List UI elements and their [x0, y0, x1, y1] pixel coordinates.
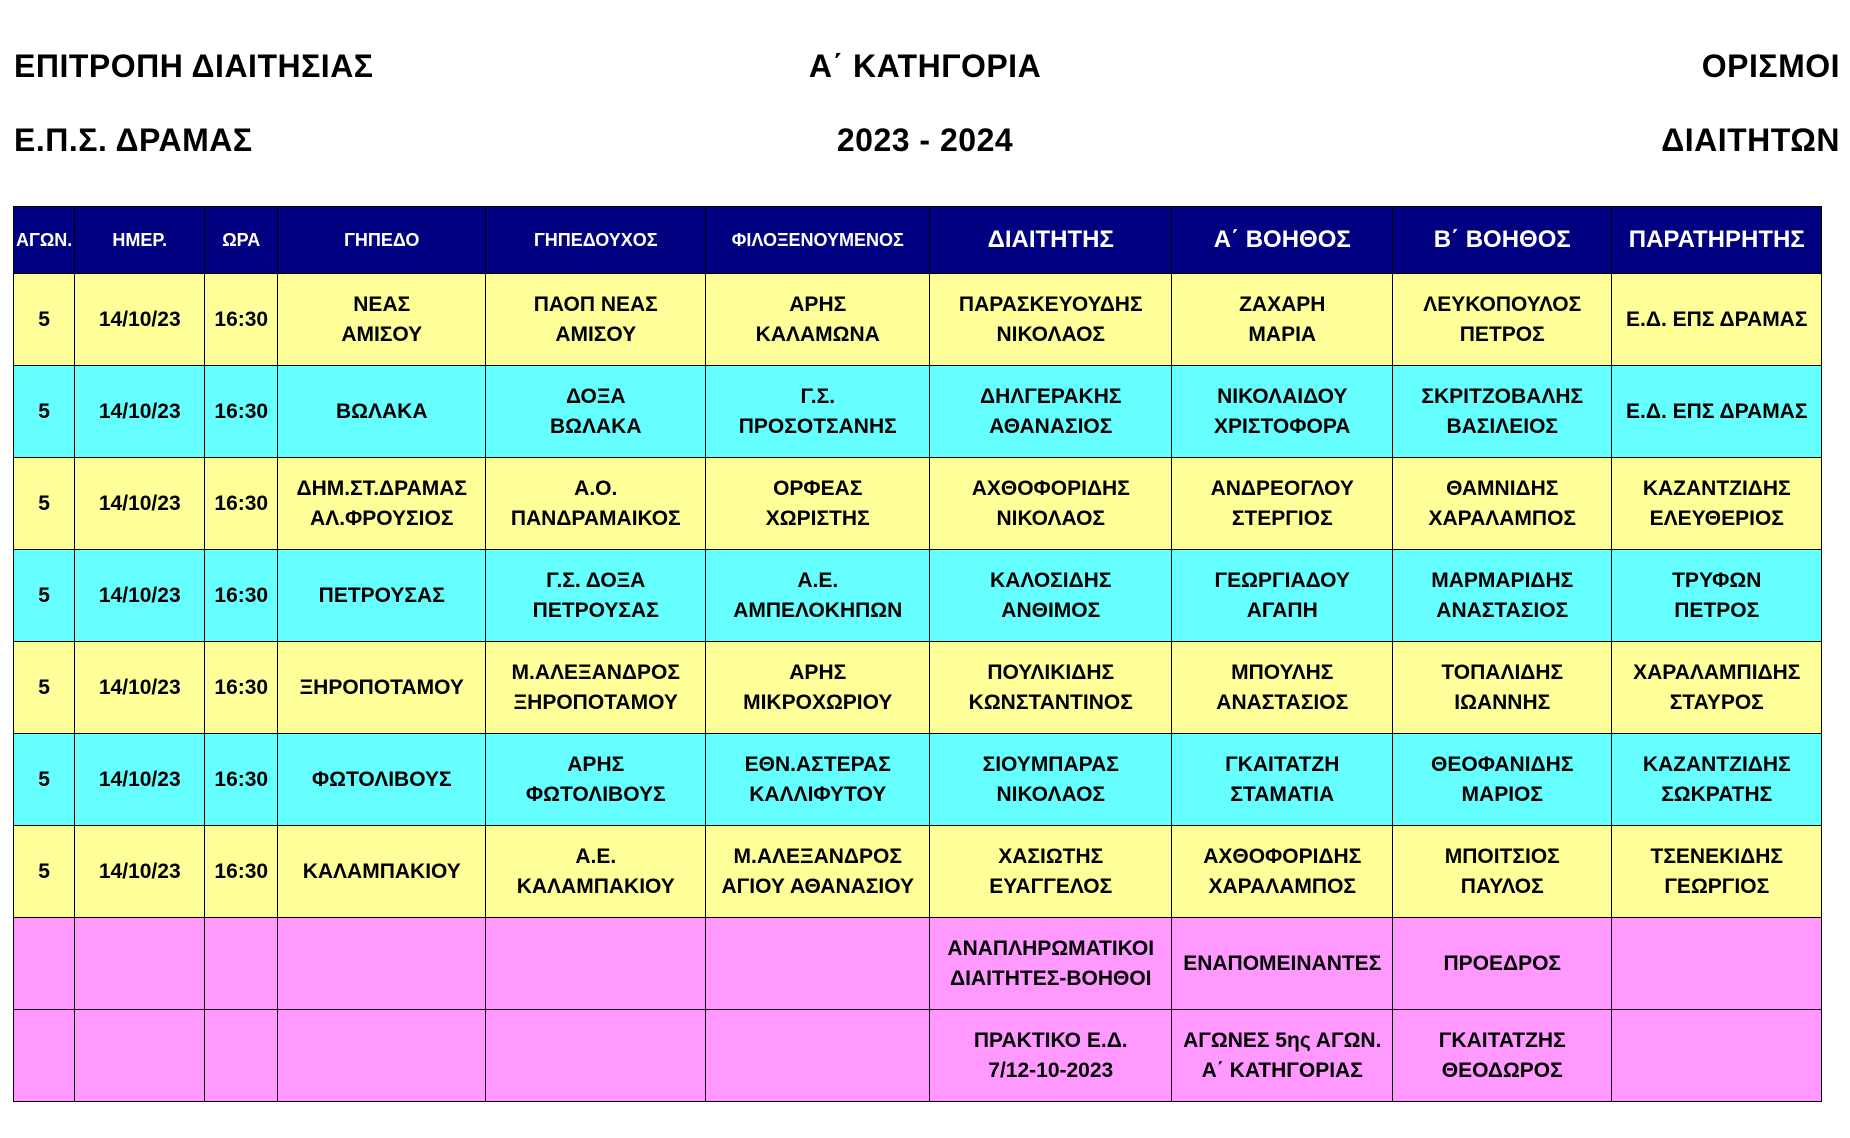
- referee-cell: [930, 918, 1172, 1010]
- col-header-stadium: ΓΗΠΕΔΟ: [278, 207, 486, 274]
- cell-line: ΠΑΡΑΣΚΕΥΟΥΔΗΣ: [958, 292, 1143, 316]
- cell-line: ΠΑΥΛΟΣ: [1460, 874, 1544, 898]
- stadium-cell: [278, 918, 486, 1010]
- stadium-cell: [278, 734, 486, 826]
- table-row: [14, 550, 1822, 642]
- table-row: [14, 826, 1822, 918]
- cell-line: ΑΓΑΠΗ: [1246, 598, 1318, 622]
- footer-row: [14, 1010, 1822, 1102]
- observer-cell: [1612, 550, 1822, 642]
- observer-cell: [1612, 274, 1822, 366]
- cell-line: ΚΑΖΑΝΤΖΙΔΗΣ: [1642, 752, 1791, 776]
- assistant-2-cell: [1393, 918, 1612, 1010]
- home-team-cell: [486, 734, 706, 826]
- cell-line: ΑΡΗΣ: [567, 752, 625, 776]
- federation-title: Ε.Π.Σ. ΔΡΑΜΑΣ: [14, 122, 253, 158]
- cell-line: ΕΛΕΥΘΕΡΙΟΣ: [1649, 506, 1784, 530]
- referees-title: ΔΙΑΙΤΗΤΩΝ: [1661, 122, 1840, 158]
- cell-line: ΑΝΔΡΕΟΓΛΟΥ: [1210, 476, 1354, 500]
- cell-line: Μ.ΑΛΕΞΑΝΔΡΟΣ: [511, 660, 680, 684]
- away-team-cell: [706, 1010, 930, 1102]
- cell-line: ΘΕΟΦΑΝΙΔΗΣ: [1431, 752, 1574, 776]
- assistant-2-cell: [1393, 642, 1612, 734]
- date-cell: 14/10/23: [75, 734, 205, 826]
- cell-line: ΔΙΑΙΤΗΤΕΣ-ΒΟΗΘΟΙ: [949, 966, 1152, 990]
- assistant-2-cell: [1393, 458, 1612, 550]
- cell-line: ΣΤΑΜΑΤΙΑ: [1230, 782, 1335, 806]
- cell-line: ΘΑΜΝΙΔΗΣ: [1446, 476, 1559, 500]
- cell-line: ΧΑΡΑΛΑΜΠΟΣ: [1208, 874, 1357, 898]
- cell-line: ΕΝΑΠΟΜΕΙΝΑΝΤΕΣ: [1183, 951, 1382, 975]
- cell-line: ΤΣΕΝΕΚΙΔΗΣ: [1650, 844, 1783, 868]
- cell-line: ΤΡΥΦΩΝ: [1672, 568, 1762, 592]
- cell-line: ΦΩΤΟΛΙΒΟΥΣ: [525, 782, 666, 806]
- cell-line: Γ.Σ.: [800, 384, 836, 408]
- cell-line: ΠΟΥΛΙΚΙΔΗΣ: [987, 660, 1115, 684]
- table-row: [14, 366, 1822, 458]
- cell-line: Α.Ε.: [575, 844, 617, 868]
- cell-line: ΜΠΟΙΤΣΙΟΣ: [1444, 844, 1560, 868]
- cell-line: ΧΑΣΙΩΤΗΣ: [998, 844, 1104, 868]
- assistant-1-cell: [1172, 366, 1393, 458]
- time-cell: 16:30: [205, 550, 278, 642]
- referee-cell: [930, 826, 1172, 918]
- cell-line: ΕΥΑΓΓΕΛΟΣ: [989, 874, 1113, 898]
- cell-line: ΝΙΚΟΛΑΟΣ: [996, 782, 1106, 806]
- assistant-1-cell: [1172, 918, 1393, 1010]
- referee-cell: [930, 642, 1172, 734]
- cell-line: ΜΑΡΙΑ: [1248, 322, 1317, 346]
- assistant-1-cell: [1172, 458, 1393, 550]
- cell-line: ΠΕΤΡΟΣ: [1674, 598, 1760, 622]
- cell-line: ΣΚΡΙΤΖΟΒΑΛΗΣ: [1421, 384, 1584, 408]
- cell-line: Ε.Δ. ΕΠΣ ΔΡΑΜΑΣ: [1626, 307, 1808, 331]
- cell-line: ΑΓΙΟΥ ΑΘΑΝΑΣΙΟΥ: [721, 874, 914, 898]
- stadium-cell: [278, 826, 486, 918]
- home-team-cell: [486, 918, 706, 1010]
- cell-line: ΚΑΛΟΣΙΔΗΣ: [990, 568, 1112, 592]
- cell-line: ΧΑΡΑΛΑΜΠΟΣ: [1428, 506, 1577, 530]
- observer-cell: [1612, 1010, 1822, 1102]
- time-cell: 16:30: [205, 366, 278, 458]
- cell-line: ΚΑΛΑΜΠΑΚΙΟΥ: [516, 874, 675, 898]
- cell-line: ΑΝΑΣΤΑΣΙΟΣ: [1216, 690, 1349, 714]
- cell-line: ΕΘΝ.ΑΣΤΕΡΑΣ: [744, 752, 891, 776]
- stadium-cell: [278, 642, 486, 734]
- assistant-1-cell: [1172, 826, 1393, 918]
- time-cell: [205, 918, 278, 1010]
- cell-line: ΒΑΣΙΛΕΙΟΣ: [1446, 414, 1559, 438]
- cell-line: ΔΗΜ.ΣΤ.ΔΡΑΜΑΣ: [296, 476, 467, 500]
- observer-cell: [1612, 458, 1822, 550]
- round-cell: 5: [14, 274, 75, 366]
- cell-line: ΝΙΚΟΛΑΟΣ: [996, 506, 1106, 530]
- cell-line: ΞΗΡΟΠΟΤΑΜΟΥ: [513, 690, 678, 714]
- cell-line: ΑΝΑΠΛΗΡΩΜΑΤΙΚΟΙ: [947, 936, 1155, 960]
- round-cell: 5: [14, 458, 75, 550]
- cell-line: ΚΑΛΑΜΠΑΚΙΟΥ: [302, 859, 461, 883]
- home-team-cell: [486, 550, 706, 642]
- cell-line: ΚΑΛΑΜΩΝΑ: [755, 322, 880, 346]
- date-cell: 14/10/23: [75, 274, 205, 366]
- away-team-cell: [706, 550, 930, 642]
- home-team-cell: [486, 642, 706, 734]
- date-cell: 14/10/23: [75, 458, 205, 550]
- cell-line: ΦΩΤΟΛΙΒΟΥΣ: [311, 767, 452, 791]
- committee-title: ΕΠΙΤΡΟΠΗ ΔΙΑΙΤΗΣΙΑΣ: [14, 48, 374, 84]
- time-cell: 16:30: [205, 734, 278, 826]
- table-row: [14, 642, 1822, 734]
- cell-line: ΤΟΠΑΛΙΔΗΣ: [1441, 660, 1564, 684]
- cell-line: Γ.Σ. ΔΟΞΑ: [546, 568, 646, 592]
- col-header-away-team: ΦΙΛΟΞΕΝΟΥΜΕΝΟΣ: [706, 207, 930, 274]
- cell-line: Α.Ε.: [797, 568, 839, 592]
- date-cell: 14/10/23: [75, 642, 205, 734]
- assistant-2-cell: [1393, 734, 1612, 826]
- assistant-1-cell: [1172, 642, 1393, 734]
- date-cell: [75, 1010, 205, 1102]
- cell-line: ΝΙΚΟΛΑΟΣ: [996, 322, 1106, 346]
- cell-line: ΑΡΗΣ: [789, 292, 847, 316]
- assistant-1-cell: [1172, 274, 1393, 366]
- cell-line: ΜΙΚΡΟΧΩΡΙΟΥ: [743, 690, 893, 714]
- observer-cell: [1612, 734, 1822, 826]
- referee-cell: [930, 1010, 1172, 1102]
- observer-cell: [1612, 366, 1822, 458]
- date-cell: [75, 918, 205, 1010]
- round-cell: 5: [14, 734, 75, 826]
- away-team-cell: [706, 274, 930, 366]
- table-row: [14, 734, 1822, 826]
- cell-line: ΓΚΑΙΤΑΤΖΗ: [1225, 752, 1340, 776]
- away-team-cell: [706, 734, 930, 826]
- home-team-cell: [486, 458, 706, 550]
- cell-line: ΑΘΑΝΑΣΙΟΣ: [989, 414, 1113, 438]
- time-cell: 16:30: [205, 642, 278, 734]
- stadium-cell: [278, 274, 486, 366]
- footer-row: [14, 918, 1822, 1010]
- round-cell: [14, 918, 75, 1010]
- cell-line: Μ.ΑΛΕΞΑΝΔΡΟΣ: [733, 844, 902, 868]
- cell-line: ΔΗΛΓΕΡΑΚΗΣ: [980, 384, 1122, 408]
- away-team-cell: [706, 458, 930, 550]
- col-header-observer: ΠΑΡΑΤΗΡΗΤΗΣ: [1612, 207, 1822, 274]
- table-header-row: [14, 207, 1822, 274]
- cell-line: ΠΕΤΡΟΥΣΑΣ: [532, 598, 659, 622]
- cell-line: ΖΑΧΑΡΗ: [1239, 292, 1326, 316]
- assistant-1-cell: [1172, 550, 1393, 642]
- away-team-cell: [706, 642, 930, 734]
- away-team-cell: [706, 918, 930, 1010]
- time-cell: 16:30: [205, 274, 278, 366]
- col-header-assistant-2: Β΄ ΒΟΗΘΟΣ: [1393, 207, 1612, 274]
- cell-line: ΙΩΑΝΝΗΣ: [1454, 690, 1551, 714]
- stadium-cell: [278, 550, 486, 642]
- home-team-cell: [486, 274, 706, 366]
- round-cell: 5: [14, 550, 75, 642]
- assistant-2-cell: [1393, 826, 1612, 918]
- cell-line: ΔΟΞΑ: [565, 384, 626, 408]
- time-cell: [205, 1010, 278, 1102]
- date-cell: 14/10/23: [75, 366, 205, 458]
- round-cell: 5: [14, 642, 75, 734]
- cell-line: ΑΓΩΝΕΣ 5ης ΑΓΩΝ.: [1183, 1028, 1382, 1052]
- cell-line: ΠΡΟΣΟΤΣΑΝΗΣ: [738, 414, 897, 438]
- cell-line: ΛΕΥΚΟΠΟΥΛΟΣ: [1423, 292, 1582, 316]
- observer-cell: [1612, 918, 1822, 1010]
- cell-line: ΑΡΗΣ: [789, 660, 847, 684]
- cell-line: ΑΜΙΣΟΥ: [555, 322, 637, 346]
- cell-line: ΒΩΛΑΚΑ: [549, 414, 642, 438]
- cell-line: ΝΕΑΣ: [353, 292, 411, 316]
- cell-line: ΧΩΡΙΣΤΗΣ: [765, 506, 870, 530]
- cell-line: ΠΑΝΔΡΑΜΑΙΚΟΣ: [510, 506, 681, 530]
- stadium-cell: [278, 366, 486, 458]
- stadium-cell: [278, 458, 486, 550]
- season-title: 2023 - 2024: [836, 122, 1014, 158]
- referee-cell: [930, 458, 1172, 550]
- table-row: [14, 458, 1822, 550]
- referee-cell: [930, 734, 1172, 826]
- assistant-1-cell: [1172, 734, 1393, 826]
- assistant-2-cell: [1393, 1010, 1612, 1102]
- cell-line: ΑΛ.ΦΡΟΥΣΙΟΣ: [310, 506, 454, 530]
- cell-line: ΠΕΤΡΟΣ: [1459, 322, 1545, 346]
- cell-line: ΠΡΟΕΔΡΟΣ: [1443, 951, 1562, 975]
- cell-line: ΞΗΡΟΠΟΤΑΜΟΥ: [299, 675, 464, 699]
- cell-line: ΠΡΑΚΤΙΚΟ Ε.Δ.: [973, 1028, 1128, 1052]
- table-body: [14, 274, 1822, 1102]
- cell-line: ΠΑΟΠ ΝΕΑΣ: [533, 292, 658, 316]
- cell-line: ΧΡΙΣΤΟΦΟΡΑ: [1214, 414, 1351, 438]
- assistant-1-cell: [1172, 1010, 1393, 1102]
- time-cell: 16:30: [205, 826, 278, 918]
- assistant-2-cell: [1393, 366, 1612, 458]
- stadium-cell: [278, 1010, 486, 1102]
- cell-line: ΝΙΚΟΛΑΙΔΟΥ: [1217, 384, 1348, 408]
- date-cell: 14/10/23: [75, 826, 205, 918]
- cell-line: Α΄ ΚΑΤΗΓΟΡΙΑΣ: [1201, 1058, 1363, 1082]
- round-cell: 5: [14, 366, 75, 458]
- cell-line: ΜΑΡΙΟΣ: [1461, 782, 1543, 806]
- cell-line: ΟΡΦΕΑΣ: [773, 476, 863, 500]
- cell-line: ΑΜΠΕΛΟΚΗΠΩΝ: [733, 598, 903, 622]
- cell-line: ΑΝΑΣΤΑΣΙΟΣ: [1436, 598, 1569, 622]
- referee-cell: [930, 274, 1172, 366]
- referee-cell: [930, 366, 1172, 458]
- cell-line: Α.Ο.: [574, 476, 618, 500]
- col-header-referee: ΔΙΑΙΤΗΤΗΣ: [930, 207, 1172, 274]
- col-header-home-team: ΓΗΠΕΔΟΥΧΟΣ: [486, 207, 706, 274]
- cell-line: ΣΤΑΥΡΟΣ: [1669, 690, 1764, 714]
- assistant-2-cell: [1393, 274, 1612, 366]
- cell-line: ΚΩΝΣΤΑΝΤΙΝΟΣ: [968, 690, 1133, 714]
- cell-line: ΣΙΟΥΜΠΑΡΑΣ: [982, 752, 1119, 776]
- referee-assignments-table: [13, 206, 1822, 1102]
- observer-cell: [1612, 642, 1822, 734]
- cell-line: ΜΑΡΜΑΡΙΔΗΣ: [1431, 568, 1574, 592]
- cell-line: ΚΑΖΑΝΤΖΙΔΗΣ: [1642, 476, 1791, 500]
- col-header-date: ΗΜΕΡ.: [75, 207, 205, 274]
- cell-line: Ε.Δ. ΕΠΣ ΔΡΑΜΑΣ: [1626, 399, 1808, 423]
- cell-line: ΓΚΑΙΤΑΤΖΗΣ: [1438, 1028, 1566, 1052]
- cell-line: ΚΑΛΛΙΦΥΤΟΥ: [749, 782, 887, 806]
- table-row: [14, 274, 1822, 366]
- observer-cell: [1612, 826, 1822, 918]
- home-team-cell: [486, 1010, 706, 1102]
- away-team-cell: [706, 826, 930, 918]
- col-header-round: ΑΓΩΝ.: [14, 207, 75, 274]
- home-team-cell: [486, 366, 706, 458]
- cell-line: ΑΜΙΣΟΥ: [341, 322, 423, 346]
- cell-line: ΓΕΩΡΓΙΑΔΟΥ: [1214, 568, 1350, 592]
- cell-line: ΜΠΟΥΛΗΣ: [1231, 660, 1334, 684]
- cell-line: ΓΕΩΡΓΙΟΣ: [1664, 874, 1770, 898]
- cell-line: 7/12-10-2023: [988, 1058, 1114, 1082]
- round-cell: 5: [14, 826, 75, 918]
- assistant-2-cell: [1393, 550, 1612, 642]
- away-team-cell: [706, 366, 930, 458]
- cell-line: ΑΧΘΟΦΟΡΙΔΗΣ: [1203, 844, 1362, 868]
- cell-line: ΠΕΤΡΟΥΣΑΣ: [318, 583, 445, 607]
- col-header-time: ΩΡΑ: [205, 207, 278, 274]
- cell-line: ΑΧΘΟΦΟΡΙΔΗΣ: [971, 476, 1130, 500]
- cell-line: ΘΕΟΔΩΡΟΣ: [1441, 1058, 1563, 1082]
- round-cell: [14, 1010, 75, 1102]
- category-title: Α΄ ΚΑΤΗΓΟΡΙΑ: [808, 48, 1042, 84]
- date-cell: 14/10/23: [75, 550, 205, 642]
- col-header-assistant-1: Α΄ ΒΟΗΘΟΣ: [1172, 207, 1393, 274]
- referee-cell: [930, 550, 1172, 642]
- time-cell: 16:30: [205, 458, 278, 550]
- home-team-cell: [486, 826, 706, 918]
- cell-line: ΣΩΚΡΑΤΗΣ: [1661, 782, 1773, 806]
- cell-line: ΣΤΕΡΓΙΟΣ: [1231, 506, 1333, 530]
- cell-line: ΧΑΡΑΛΑΜΠΙΔΗΣ: [1633, 660, 1801, 684]
- assignments-title: ΟΡΙΣΜΟΙ: [1701, 48, 1840, 84]
- cell-line: ΑΝΘΙΜΟΣ: [1001, 598, 1101, 622]
- cell-line: ΒΩΛΑΚΑ: [335, 399, 428, 423]
